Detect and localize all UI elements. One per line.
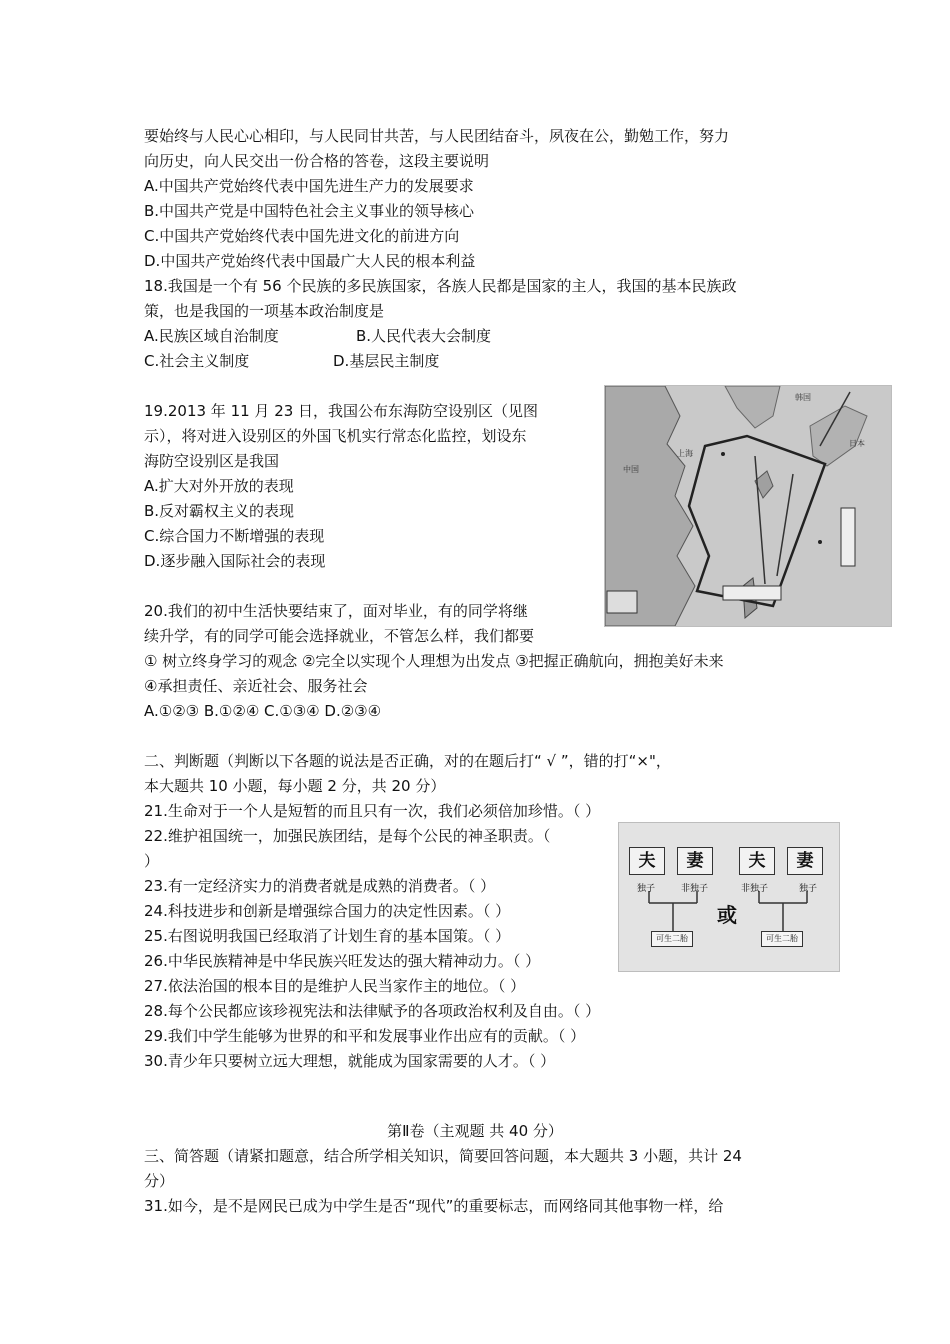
question-30: 30.青少年只要树立远大理想，就能成为国家需要的人才。（ ） <box>144 1052 556 1070</box>
option-a: A.民族区域自治制度 <box>144 327 279 345</box>
map-label-china: 中国 <box>623 465 639 474</box>
only-child-label: 独子 <box>637 884 656 894</box>
question-20-statements: ④承担责任、亲近社会、服务社会 <box>144 677 368 695</box>
option-b: B.中国共产党是中国特色社会主义事业的领导核心 <box>144 202 475 220</box>
option-c: C.综合国力不断增强的表现 <box>144 527 325 545</box>
option-b: B.反对霸权主义的表现 <box>144 502 295 520</box>
or-label: 或 <box>717 903 737 927</box>
question-25: 25.右图说明我国已经取消了计划生育的基本国策。（ ） <box>144 927 511 945</box>
option-b: B.人民代表大会制度 <box>356 327 492 345</box>
question-31: 31.如今，是不是网民已成为中学生是否“现代”的重要标志，而网络同其他事物一样，给 <box>144 1197 724 1215</box>
option-c: C.社会主义制度 <box>144 352 250 370</box>
question-19-cont: 海防空设别区是我国 <box>144 452 280 470</box>
map-label-shanghai: 上海 <box>677 449 693 458</box>
question-24: 24.科技进步和创新是增强综合国力的决定性因素。（ ） <box>144 902 511 920</box>
option-d: D.基层民主制度 <box>333 352 440 370</box>
question-20-cont: 续升学，有的同学可能会选择就业，不管怎么样，我们都要 <box>144 627 535 645</box>
question-20-statements: ① 树立终身学习的观念 ②完全以实现个人理想为出发点 ③把握正确航向，拥抱美好未来 <box>144 652 724 670</box>
section-2-heading-cont: 本大题共 10 小题，每小题 2 分，共 20 分） <box>144 777 446 795</box>
husband-box: 夫 <box>629 847 665 875</box>
map-label-korea: 韩国 <box>795 393 811 402</box>
section-3-heading: 三、简答题（请紧扣题意，结合所学相关知识，简要回答问题，本大题共 3 小题，共计 24 <box>144 1147 742 1165</box>
section-3-heading-cont: 分） <box>144 1172 175 1190</box>
question-21: 21.生命对于一个人是短暂的而且只有一次，我们必须倍加珍惜。（ ） <box>144 802 601 820</box>
question-19-cont: 示），将对进入设别区的外国飞机实行常态化监控，划设东 <box>144 427 527 445</box>
east-china-sea-map-figure <box>604 385 892 627</box>
map-label-japan: 日本 <box>849 439 865 448</box>
result-box: 可生二胎 <box>651 931 693 947</box>
figure-connectors <box>619 823 839 971</box>
non-only-child-label: 非独子 <box>681 884 709 894</box>
wife-box: 妻 <box>787 847 823 875</box>
question-20: 20.我们的初中生活快要结束了，面对毕业，有的同学将继 <box>144 602 528 620</box>
result-box: 可生二胎 <box>761 931 803 947</box>
volume-2-title: 第Ⅱ卷（主观题 共 40 分） <box>387 1122 563 1140</box>
question-27: 27.依法治国的根本目的是维护人民当家作主的地位。（ ） <box>144 977 526 995</box>
option-a: A.中国共产党始终代表中国先进生产力的发展要求 <box>144 177 474 195</box>
text-line: 向历史，向人民交出一份合格的答卷，这段主要说明 <box>144 152 490 170</box>
section-2-heading: 二、判断题（判断以下各题的说法是否正确，对的在题后打“ √ ”，错的打“×"， <box>144 752 671 770</box>
question-22: 22.维护祖国统一，加强民族团结，是每个公民的神圣职责。（ <box>144 827 551 845</box>
option-a: A.扩大对外开放的表现 <box>144 477 294 495</box>
question-29: 29.我们中学生能够为世界的和平和发展事业作出应有的贡献。（ ） <box>144 1027 586 1045</box>
second-child-policy-figure <box>618 822 840 972</box>
option-c: C.中国共产党始终代表中国先进文化的前进方向 <box>144 227 460 245</box>
question-20-options: A.①②③ B.①②④ C.①③④ D.②③④ <box>144 702 382 720</box>
question-18-cont: 策，也是我国的一项基本政治制度是 <box>144 302 385 320</box>
question-22-cont: ） <box>144 852 160 870</box>
question-23: 23.有一定经济实力的消费者就是成熟的消费者。（ ） <box>144 877 496 895</box>
option-d: D.中国共产党始终代表中国最广大人民的根本利益 <box>144 252 476 270</box>
question-19: 19.2013 年 11 月 23 日，我国公布东海防空设别区（见图 <box>144 402 539 420</box>
wife-box: 妻 <box>677 847 713 875</box>
only-child-label: 独子 <box>799 884 818 894</box>
question-26: 26.中华民族精神是中华民族兴旺发达的强大精神动力。（ ） <box>144 952 541 970</box>
non-only-child-label: 非独子 <box>741 884 769 894</box>
question-28: 28.每个公民都应该珍视宪法和法律赋予的各项政治权利及自由。（ ） <box>144 1002 601 1020</box>
text-line: 要始终与人民心心相印，与人民同甘共苦，与人民团结奋斗，夙夜在公，勤勉工作，努力 <box>144 127 730 145</box>
husband-box: 夫 <box>739 847 775 875</box>
question-18: 18.我国是一个有 56 个民族的多民族国家，各族人民都是国家的主人，我国的基本民族政 <box>144 277 737 295</box>
option-d: D.逐步融入国际社会的表现 <box>144 552 326 570</box>
map-graphic <box>605 386 891 626</box>
